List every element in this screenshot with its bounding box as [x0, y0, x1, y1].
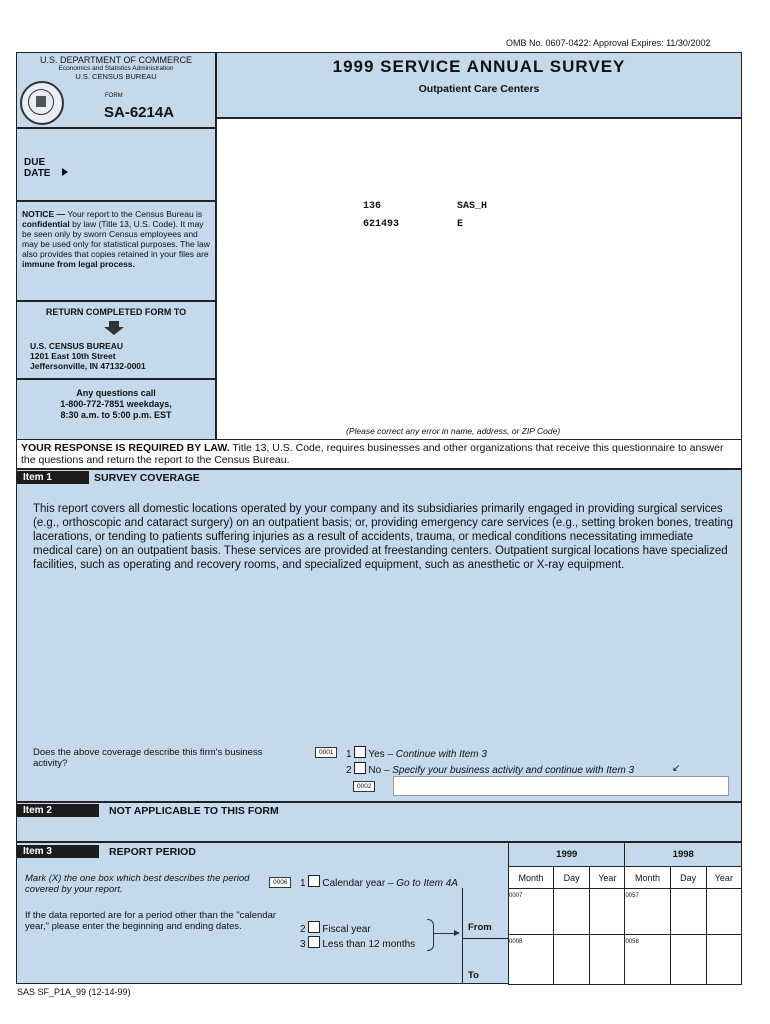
form-footer: SAS SF_P1A_99 (12-14-99)	[17, 987, 131, 997]
arrow-down-left-icon: ↙	[672, 763, 681, 774]
from-year-1999[interactable]	[590, 889, 625, 935]
from-day-1998[interactable]	[670, 889, 706, 935]
response-bold: YOUR RESPONSE IS REQUIRED BY LAW.	[21, 442, 230, 454]
questions-line-2: 1-800-772-7851 weekdays,	[60, 399, 172, 409]
from-day-1999[interactable]	[554, 889, 590, 935]
to-month-1999[interactable]	[509, 935, 554, 985]
year-1999-header: 1999	[509, 843, 625, 867]
notice-lead: NOTICE —	[22, 209, 68, 219]
less-than-12-label: Less than 12 months	[322, 939, 416, 950]
col-day-1: Day	[554, 867, 590, 889]
correction-note: (Please correct any error in name, address, or ZIP Code)	[346, 426, 561, 436]
no-note: – Specify your business activity and continue with Item 3	[381, 765, 635, 776]
notice-text-2: by law (Title 13, U.S. Code). It may be seen only by sworn Census employees and may be used only for statistical purposes. The law also provides that copies retained in your files are	[22, 219, 210, 259]
address-code-3: 621493	[363, 219, 400, 230]
item3-mark-instruction: Mark (X) the one box which best describes the period covered by your report.	[25, 873, 250, 895]
no-option	[346, 762, 634, 776]
address-code-2: SAS_H	[457, 201, 488, 212]
col-month-1: Month	[509, 867, 554, 889]
bureau-name: U.S. CENSUS BUREAU	[75, 72, 157, 81]
survey-subtitle: Outpatient Care Centers	[418, 83, 540, 95]
from-label: From	[468, 922, 492, 933]
return-line-1: U.S. CENSUS BUREAU	[30, 341, 124, 351]
from-month-1999[interactable]	[509, 889, 554, 935]
arrow-right-icon	[62, 168, 68, 176]
no-number: 2	[346, 765, 352, 776]
fiscal-year-checkbox[interactable]	[308, 921, 320, 933]
to-year-1998[interactable]	[706, 935, 741, 985]
omb-number: OMB No. 0607-0422: Approval Expires: 11/30/2002	[506, 38, 711, 48]
item2-heading: NOT APPLICABLE TO THIS FORM	[109, 805, 279, 817]
from-year-1998[interactable]	[706, 889, 741, 935]
item1-code-0001: 0001	[315, 747, 337, 758]
department-name: U.S. DEPARTMENT OF COMMERCE	[39, 55, 192, 65]
no-label: No	[368, 765, 382, 776]
report-period-grid	[508, 842, 742, 985]
due-date-label: DUE DATE	[24, 157, 51, 179]
fiscal-year-option	[300, 921, 371, 935]
form-number: SA-6214A	[104, 104, 175, 121]
questions-contact	[17, 388, 215, 421]
response-required-text	[21, 442, 736, 466]
administration-name: Economics and Statistics Administration	[58, 65, 174, 72]
to-day-1998[interactable]	[670, 935, 706, 985]
commerce-seal-icon	[20, 81, 64, 125]
col-year-2: Year	[706, 867, 741, 889]
yes-number: 1	[346, 749, 352, 760]
col-month-2: Month	[625, 867, 670, 889]
item3-code-0006: 0006	[269, 877, 291, 888]
item1-heading: SURVEY COVERAGE	[94, 472, 200, 484]
form-label: FORM	[105, 93, 123, 99]
yes-label: Yes	[368, 749, 385, 760]
agency-block	[17, 53, 215, 81]
fiscal-year-number: 2	[300, 924, 306, 935]
response-body: Title 13, U.S. Code, requires businesses and other organizations that receive this questionnaire to answer the questions and return the report to the Census Bureau.	[21, 442, 724, 466]
code-0058: 0058	[625, 939, 639, 945]
item1-code-0002: 0002	[353, 781, 375, 792]
business-activity-field[interactable]	[393, 776, 729, 796]
less-than-12-checkbox[interactable]	[308, 936, 320, 948]
to-label: To	[468, 970, 479, 981]
code-0057: 0057	[625, 893, 639, 899]
from-month-1998[interactable]	[625, 889, 670, 935]
confidentiality-notice	[22, 209, 212, 269]
code-0008: 0008	[509, 939, 523, 945]
notice-bold-2: immune from legal process.	[22, 259, 135, 269]
return-line-2: 1201 East 10th Street	[30, 351, 116, 361]
calendar-year-label: Calendar year	[322, 878, 386, 889]
fiscal-year-label: Fiscal year	[322, 924, 371, 935]
yes-option	[346, 746, 487, 760]
brace-icon	[427, 919, 434, 951]
return-heading: RETURN COMPLETED FORM TO	[45, 307, 187, 317]
return-address	[30, 341, 146, 371]
less-than-12-number: 3	[300, 939, 306, 950]
col-year-1: Year	[590, 867, 625, 889]
to-year-1999[interactable]	[590, 935, 625, 985]
survey-title: 1999 SERVICE ANNUAL SURVEY	[332, 57, 626, 76]
notice-text-1: Your report to the Census Bureau is	[67, 209, 203, 219]
item3-tag: Item 3	[17, 845, 99, 858]
to-day-1999[interactable]	[554, 935, 590, 985]
item3-heading: REPORT PERIOD	[109, 846, 196, 858]
calendar-year-option	[300, 875, 458, 889]
col-day-2: Day	[670, 867, 706, 889]
arrow-right-small-icon	[454, 930, 460, 936]
questions-line-1: Any questions call	[76, 388, 156, 398]
item2-tag: Item 2	[17, 804, 99, 817]
to-month-1998[interactable]	[625, 935, 670, 985]
arrow-line	[434, 933, 456, 934]
notice-bold-1: confidential	[22, 219, 70, 229]
item1-tag: Item 1	[17, 471, 89, 484]
calendar-year-note: – Go to Item 4A	[385, 878, 458, 889]
no-checkbox[interactable]	[354, 762, 366, 774]
address-code-1: 136	[363, 201, 382, 212]
year-1998-header: 1998	[625, 843, 742, 867]
less-than-12-option	[300, 936, 415, 950]
calendar-year-checkbox[interactable]	[308, 875, 320, 887]
item1-question: Does the above coverage describe this firm's business activity?	[33, 747, 263, 769]
yes-note: – Continue with Item 3	[384, 749, 487, 760]
item3-period-instruction: If the data reported are for a period other than the "calendar year," please enter the beginning and ending dates.	[25, 910, 277, 932]
address-code-4: E	[457, 219, 464, 230]
yes-checkbox[interactable]	[354, 746, 366, 758]
code-0007: 0007	[509, 893, 523, 899]
item1-body: This report covers all domestic locations operated by your company and its subsidiaries primarily engaged in providing surgical services (e.g., orthoscopic and cataract surgery) on an outpatient basis; or, providing emergency care services (e.g., setting broken bones, treating lacerations, or tending to patients suffering injuries as a result of accidents, trauma, or medical conditions necessitating immediate medical care) on an outpatient basis. These services are provided at freestanding centers. Outpatient surgical locations have specialized facilities, such as operating and recovery rooms, and specialized equipment, such as anesthetic or X-ray equipment.	[33, 503, 733, 571]
questions-line-3: 8:30 a.m. to 5:00 p.m. EST	[60, 410, 172, 420]
calendar-year-number: 1	[300, 878, 306, 889]
return-line-3: Jeffersonville, IN 47132-0001	[30, 361, 146, 371]
